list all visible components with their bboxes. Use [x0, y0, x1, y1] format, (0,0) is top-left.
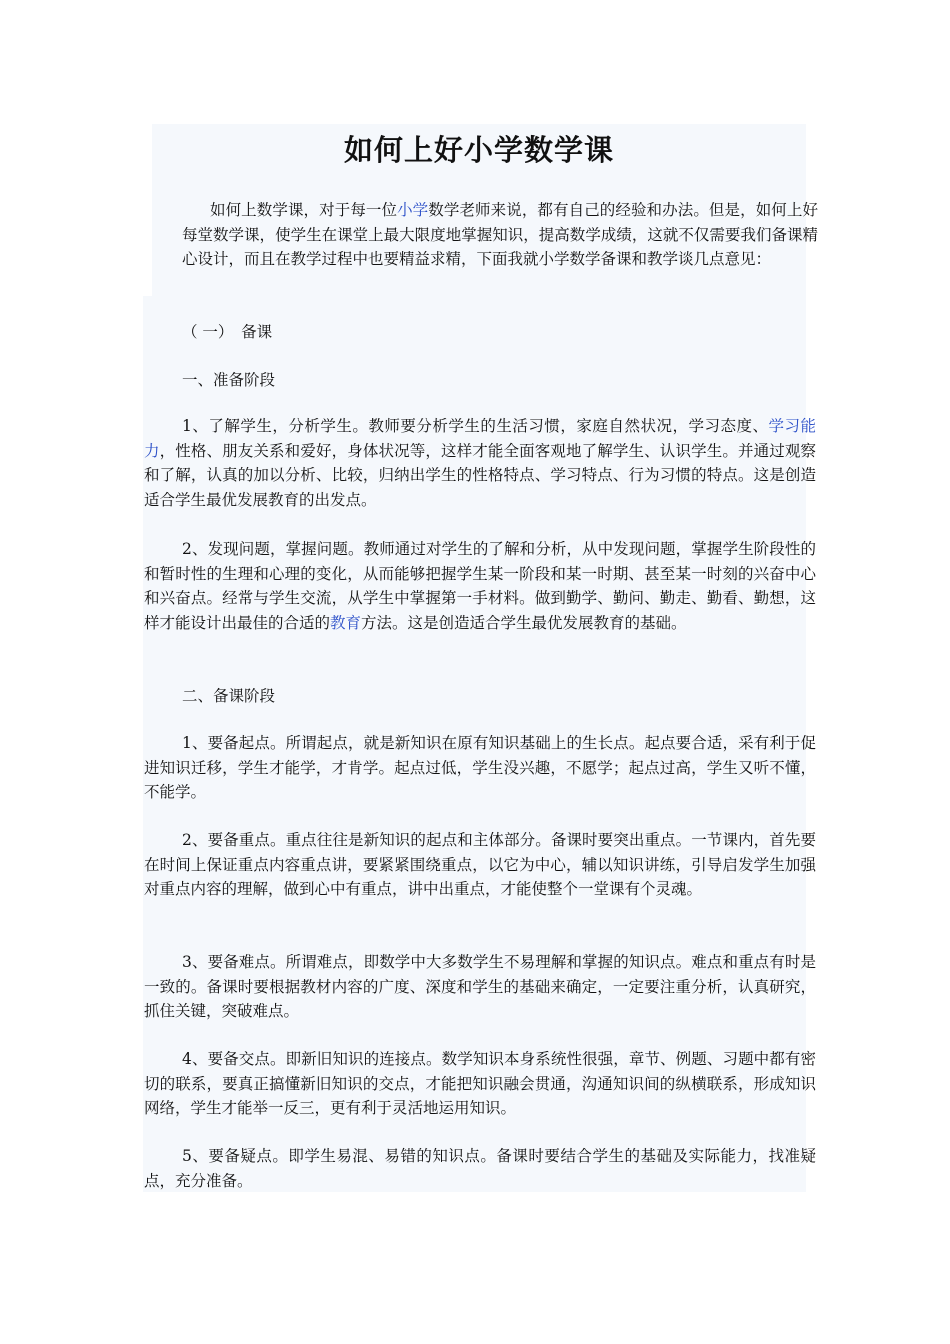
- link-xiaoxue[interactable]: 小学: [397, 201, 429, 219]
- paragraph-difficult-point: 3、要备难点。所谓难点，即数学中大多数学生不易理解和掌握的知识点。难点和重点有时是一致的。备课时要根据教材内容的广度、深度和学生的基础来确定，一定要注重分析，认真研究，抓住关键，突破难点。: [144, 953, 816, 1020]
- paragraph-find-problems: 2、发现问题，掌握问题。教师通过对学生的了解和分析，从中发现问题，掌握学生阶段性的和暂时性的生理和心理的变化，从而能够把握学生某一阶段和某一时期、甚至某一时刻的兴奋中心和兴奋点。经常与学生交流，从学生中掌握第一手材料。做到勤学、勤问、勤走、勤看、勤想，这样才能设计出最佳的合适的教育方法。这是创造适合学生最优发展教育的基础。: [144, 540, 816, 632]
- link-xuexi-nengli[interactable]: 学习能力: [144, 417, 816, 460]
- paragraph-intersection-point: 4、要备交点。即新旧知识的连接点。数学知识本身系统性很强，章节、例题、习题中都有密切的联系，要真正搞懂新旧知识的交点，才能把知识融会贯通，沟通知识间的纵横联系，形成知识网络，学生才能举一反三，更有利于灵活地运用知识。: [144, 1050, 816, 1117]
- link-jiaoyu[interactable]: 教育: [330, 613, 362, 632]
- stage-heading-preparation: 一、准备阶段: [182, 371, 276, 389]
- paragraph-starting-point: 1、要备起点。所谓起点，就是新知识在原有知识基础上的生长点。起点要合适，采有利于促进知识迁移，学生才能学，才肯学。起点过低，学生没兴趣，不愿学；起点过高，学生又听不懂，不能学。: [144, 734, 816, 801]
- paragraph-key-point: 2、要备重点。重点往往是新知识的起点和主体部分。备课时要突出重点。一节课内，首先要在时间上保证重点内容重点讲，要紧紧围绕重点，以它为中心，辅以知识讲练，引导启发学生加强对重点内容的理解，做到心中有重点，讲中出重点，才能使整个一堂课有个灵魂。: [144, 831, 816, 898]
- intro-paragraph: 如何上数学课，对于每一位小学数学老师来说，都有自己的经验和办法。但是，如何上好每堂数学课，使学生在课堂上最大限度地掌握知识，提高数学成绩，这就不仅需要我们备课精心设计，而且在教学过程中也要精益求精，下面我就小学数学备课和教学谈几点意见：: [182, 201, 818, 268]
- stage-heading-lesson-prep: 二、备课阶段: [182, 687, 276, 705]
- article-title: 如何上好小学数学课: [343, 133, 614, 167]
- paragraph-doubt-point: 5、要备疑点。即学生易混、易错的知识点。备课时要结合学生的基础及实际能力，找准疑点，充分准备。: [144, 1147, 816, 1190]
- paragraph-understand-students: 1、了解学生，分析学生。教师要分析学生的生活习惯，家庭自然状况，学习态度、学习能力，性格、朋友关系和爱好，身体状况等，这样才能全面客观地了解学生、认识学生。并通过观察和了解，认真的加以分析、比较，归纳出学生的性格特点、学习特点、行为习惯的特点。这是创造适合学生最优发展教育的出发点。: [144, 417, 816, 509]
- section-heading-beike: （ 一） 备课: [182, 323, 273, 341]
